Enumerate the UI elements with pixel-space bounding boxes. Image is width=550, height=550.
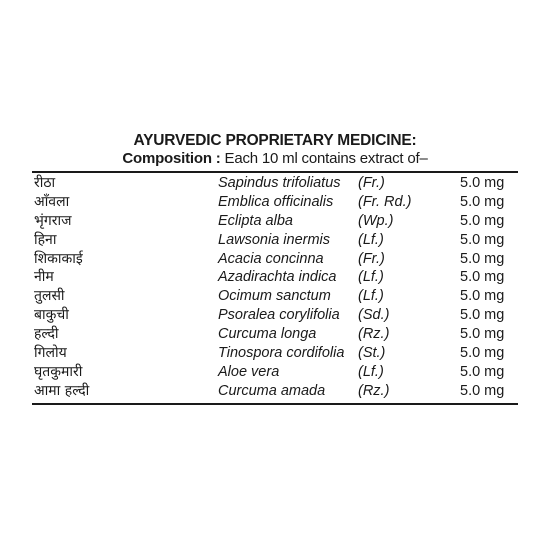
- ingredient-dose: 5.0 mg: [460, 363, 505, 380]
- ingredient-botanical-name: Tinospora cordifolia: [218, 345, 345, 362]
- ingredient-plant-part: (Lf.): [358, 231, 384, 248]
- composition-label-panel: [32, 132, 518, 405]
- ingredient-plant-part: (Lf.): [358, 363, 384, 380]
- ingredient-dose: 5.0 mg: [460, 345, 505, 362]
- ingredient-hindi-name: आमा हल्दी: [34, 382, 90, 399]
- ingredient-row: [32, 193, 518, 212]
- ingredient-hindi-name: नीम: [34, 269, 54, 286]
- ingredient-hindi-name: घृतकुमारी: [34, 363, 83, 380]
- ingredient-dose: 5.0 mg: [460, 175, 505, 191]
- ingredient-hindi-name: रीठा: [34, 175, 56, 191]
- ingredient-row: [32, 287, 518, 306]
- ingredient-row: [32, 325, 518, 344]
- composition-text: Each 10 ml contains extract of–: [224, 150, 428, 167]
- ingredient-botanical-name: Psoralea corylifolia: [218, 307, 340, 324]
- ingredient-plant-part: (Wp.): [358, 212, 394, 229]
- ingredient-row: [32, 250, 518, 269]
- ingredient-botanical-name: Acacia concinna: [218, 250, 324, 267]
- ingredient-dose: 5.0 mg: [460, 193, 505, 210]
- ingredient-dose: 5.0 mg: [460, 250, 505, 267]
- composition-line: [32, 150, 518, 168]
- ingredient-plant-part: (Sd.): [358, 307, 390, 324]
- ingredient-row: [32, 212, 518, 231]
- ingredient-hindi-name: गिलोय: [34, 345, 67, 362]
- ingredient-dose: 5.0 mg: [460, 212, 505, 229]
- ingredient-plant-part: (Rz.): [358, 382, 390, 399]
- ingredient-hindi-name: आँवला: [34, 193, 70, 210]
- ingredient-row: [32, 306, 518, 325]
- ingredient-hindi-name: हल्दी: [34, 326, 59, 343]
- ingredient-hindi-name: शिकाकाई: [34, 250, 83, 267]
- ingredient-dose: 5.0 mg: [460, 288, 505, 305]
- ingredient-botanical-name: Eclipta alba: [218, 212, 293, 229]
- ingredient-row: [32, 363, 518, 382]
- ingredient-plant-part: (Fr.): [358, 175, 385, 191]
- ingredient-botanical-name: Aloe vera: [218, 363, 280, 380]
- bottom-divider: [32, 403, 518, 405]
- ingredient-row: [32, 344, 518, 363]
- ingredient-botanical-name: Ocimum sanctum: [218, 288, 331, 305]
- ingredient-botanical-name: Emblica officinalis: [218, 193, 334, 210]
- ingredient-row: [32, 174, 518, 193]
- ingredient-dose: 5.0 mg: [460, 269, 505, 286]
- ingredient-hindi-name: भृंगराज: [34, 212, 72, 229]
- ingredient-plant-part: (Fr.): [358, 250, 385, 267]
- ingredient-botanical-name: Azadirachta indica: [218, 269, 337, 286]
- ingredient-botanical-name: Sapindus trifoliatus: [218, 175, 341, 191]
- ingredient-row: [32, 231, 518, 250]
- ingredient-botanical-name: Curcuma amada: [218, 382, 326, 399]
- ingredient-dose: 5.0 mg: [460, 326, 505, 343]
- ingredient-list: [32, 173, 518, 401]
- page-title: AYURVEDIC PROPRIETARY MEDICINE:: [133, 132, 417, 149]
- ingredient-plant-part: (Lf.): [358, 269, 384, 286]
- ingredient-plant-part: (Fr. Rd.): [358, 193, 412, 210]
- ingredient-hindi-name: बाकुची: [34, 307, 69, 324]
- ingredient-dose: 5.0 mg: [460, 382, 505, 399]
- ingredient-dose: 5.0 mg: [460, 231, 505, 248]
- ingredient-hindi-name: हिना: [34, 231, 57, 248]
- ingredient-plant-part: (St.): [358, 345, 386, 362]
- ingredient-row: [32, 268, 518, 287]
- ingredient-plant-part: (Rz.): [358, 326, 390, 343]
- ingredient-hindi-name: तुलसी: [34, 288, 65, 305]
- ingredient-botanical-name: Lawsonia inermis: [218, 231, 331, 248]
- composition-label: Composition :: [122, 150, 221, 167]
- ingredient-row: [32, 382, 518, 401]
- ingredient-plant-part: (Lf.): [358, 288, 384, 305]
- ingredient-dose: 5.0 mg: [460, 307, 505, 324]
- ingredient-botanical-name: Curcuma longa: [218, 326, 317, 343]
